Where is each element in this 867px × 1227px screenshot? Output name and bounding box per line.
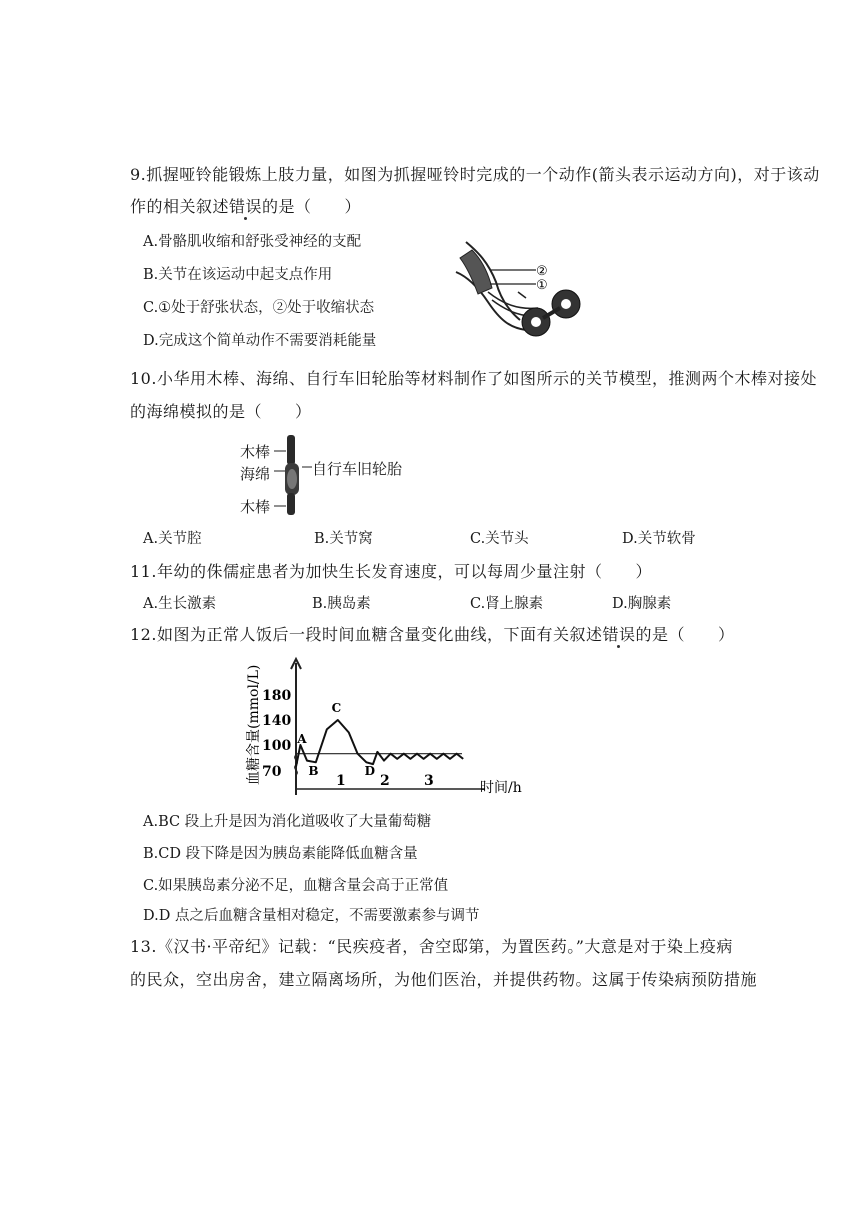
joint-model-figure: [272, 433, 317, 518]
x-tick-label: 1: [336, 773, 346, 789]
q12-emphasis: 错误: [602, 625, 636, 644]
q9-stem-line2: [130, 190, 361, 224]
point-label-d: D: [364, 764, 376, 778]
q11-option-d: D.胸腺素: [612, 596, 672, 612]
q9-emphasis: 错误: [229, 197, 263, 216]
label-stick-top: 木棒: [240, 443, 271, 461]
blood-sugar-curve: [296, 720, 463, 767]
q11-option-a: A.生长激素: [143, 596, 217, 612]
q9-stem-text: 作的相关叙述: [130, 197, 230, 216]
y-tick-label: 180: [262, 688, 292, 704]
q9-option-d: D.完成这个简单动作不需要消耗能量: [143, 333, 377, 349]
q11-option-b: B.胰岛素: [312, 596, 371, 612]
q10-option-a: A.关节腔: [143, 531, 202, 547]
q10-option-b: B.关节窝: [314, 531, 373, 547]
chart-x-label: 时间/h: [480, 780, 522, 796]
q10-option-c: C.关节头: [470, 531, 529, 547]
arm-dumbbell-figure: [448, 232, 598, 342]
q13-stem-line1: 13.《汉书·平帝纪》记载：“民疾疫者，舍空邸第，为置医药。”大意是对于染上疫病: [130, 937, 733, 956]
x-tick-label: 3: [424, 773, 434, 789]
q9-option-b: B.关节在该运动中起支点作用: [143, 267, 333, 283]
label-sponge: 海绵: [240, 465, 271, 483]
q12-stem: [130, 618, 734, 652]
x-tick-label: 2: [380, 773, 390, 789]
point-label-c: C: [331, 701, 342, 715]
q9-option-a: A.骨骼肌收缩和舒张受神经的支配: [143, 234, 362, 250]
y-tick-label: 140: [262, 713, 292, 729]
blood-sugar-chart: [240, 655, 522, 805]
q12-stem-text: 12.如图为正常人饭后一段时间血糖含量变化曲线，下面有关叙述: [130, 625, 603, 644]
label-2: ②: [536, 264, 548, 279]
q11-stem: 11.年幼的侏儒症患者为加快生长发育速度，可以每周少量注射（ ）: [130, 562, 652, 581]
q12-option-d: D.D 点之后血糖含量相对稳定，不需要激素参与调节: [143, 908, 480, 924]
q10-option-d: D.关节软骨: [622, 531, 696, 547]
q9-stem-tail: 的是（ ）: [262, 197, 362, 216]
q10-stem-line2: 的海绵模拟的是（ ）: [130, 402, 312, 421]
q12-option-a: A.BC 段上升是因为消化道吸收了大量葡萄糖: [143, 814, 432, 830]
q10-stem-line1: 10.小华用木棒、海绵、自行车旧轮胎等材料制作了如图所示的关节模型，推测两个木棒对接处: [130, 369, 817, 388]
q12-option-c: C.如果胰岛素分泌不足，血糖含量会高于正常值: [143, 878, 449, 894]
q13-stem-line2: 的民众，空出房舍，建立隔离场所，为他们医治，并提供药物。这属于传染病预防措施: [130, 970, 758, 989]
y-tick-label: 100: [262, 738, 292, 754]
q12-stem-tail: 的是（ ）: [635, 625, 735, 644]
point-label-a: A: [297, 732, 307, 746]
label-tire: 自行车旧轮胎: [312, 460, 403, 478]
q9-stem-line1: 9.抓握哑铃能锻炼上肢力量，如图为抓握哑铃时完成的一个动作(箭头表示运动方向)，对于该动: [130, 165, 820, 184]
q11-option-c: C.肾上腺素: [470, 596, 544, 612]
q9-option-c: C.①处于舒张状态，②处于收缩状态: [143, 300, 375, 316]
point-label-b: B: [308, 764, 319, 778]
label-stick-bottom: 木棒: [240, 498, 271, 516]
y-tick-label: 70: [262, 764, 282, 780]
label-1: ①: [536, 278, 548, 293]
chart-y-label: 血糖含量(mmol/L): [246, 664, 262, 785]
q12-option-b: B.CD 段下降是因为胰岛素能降低血糖含量: [143, 846, 418, 862]
